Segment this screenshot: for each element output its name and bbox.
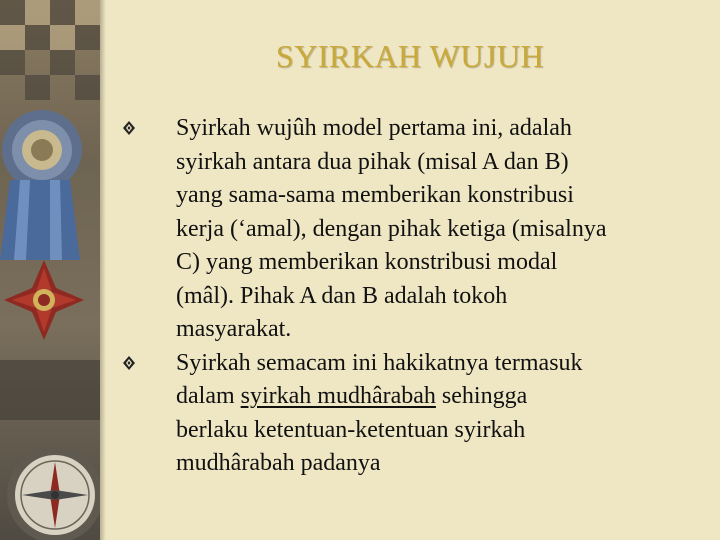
text-line: berlaku ketentuan-ketentuan syirkah — [176, 416, 526, 443]
bullet-item-1 — [120, 112, 715, 347]
strip-shadow-edge — [100, 0, 106, 540]
bullet-text — [176, 347, 715, 481]
text-line: syirkah antara dua pihak (misal A dan B) — [176, 148, 569, 175]
bullet-text — [176, 112, 715, 347]
text-line: masyarakat. — [176, 316, 292, 342]
text-fragment: sehingga — [435, 383, 528, 409]
text-fragment: dalam — [176, 383, 241, 409]
text-line: mudhârabah padanya — [176, 450, 381, 476]
text-line: (mâl). Pihak A dan B adalah tokoh — [176, 282, 508, 309]
text-line — [176, 380, 715, 414]
underlined-term: syirkah mudhârabah — [240, 383, 436, 409]
text-line: Syirkah wujûh model pertama ini, adalah — [176, 115, 572, 141]
slide-body — [120, 112, 715, 481]
diamond-bullet-icon — [120, 347, 138, 381]
decorative-photo-strip — [0, 0, 100, 540]
text-line: kerja (‘amal), dengan pihak ketiga (misalnya — [176, 215, 607, 242]
bullet-item-2 — [120, 347, 715, 481]
text-line: C) yang memberikan konstribusi modal — [176, 249, 558, 275]
text-line: yang sama-sama memberikan konstribusi — [176, 182, 574, 208]
text-line: Syirkah semacam ini hakikatnya termasuk — [176, 349, 583, 376]
slide-title: SYIRKAH WUJUH — [275, 38, 545, 74]
medal-compass-photo-image — [0, 0, 100, 540]
diamond-bullet-icon — [120, 112, 138, 146]
